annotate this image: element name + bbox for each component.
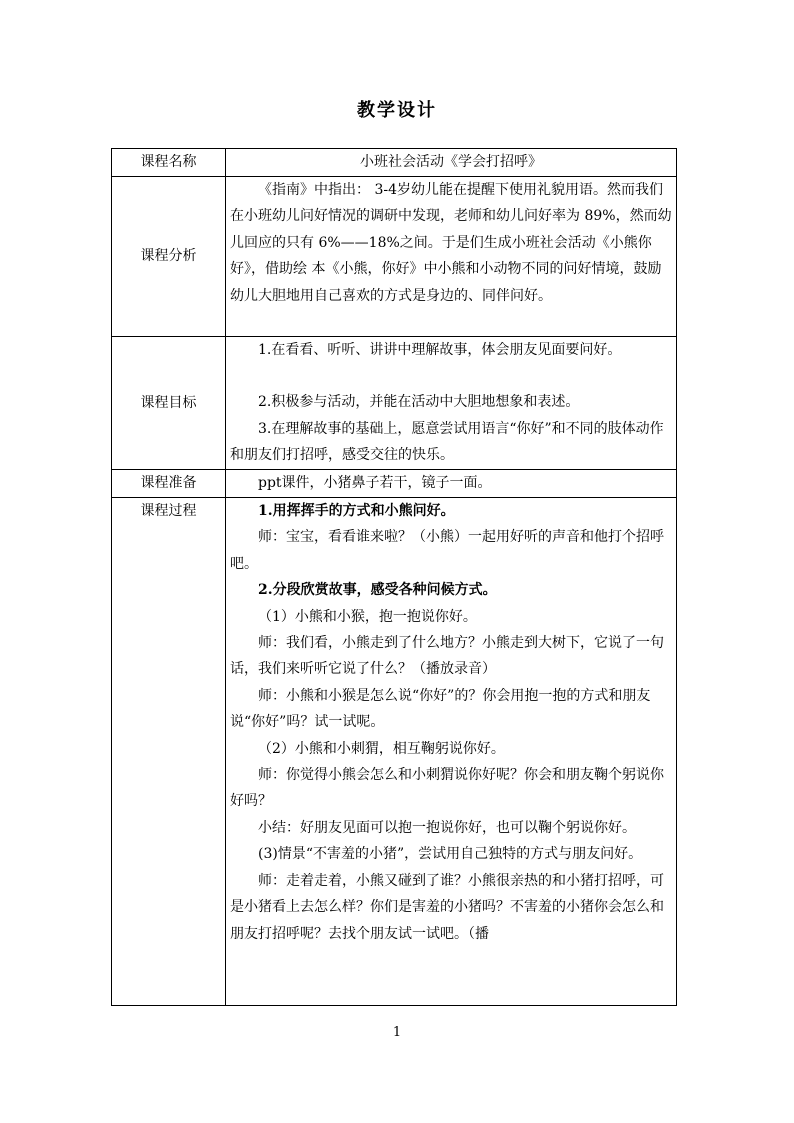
lesson-plan-table [111, 148, 677, 1006]
course-name-value: 小班社会活动《学会打招呼》 [226, 149, 677, 177]
course-name-label: 课程名称 [112, 149, 226, 177]
goals-cell [226, 337, 677, 470]
page-title: 教学设计 [357, 100, 437, 121]
table-row-course-name [112, 149, 677, 177]
process-paragraph: （2）小熊和小刺猬，相互鞠躬说你好。 [258, 740, 505, 757]
preparation-cell [226, 470, 677, 498]
preparation-text: ppt课件，小猪鼻子若干，镜子一面。 [258, 475, 492, 491]
table-row-process [112, 498, 677, 1006]
process-paragraph: 师：你觉得小熊会怎么和小刺猬说你好呢？你会和朋友鞠个躬说你好吗？ [230, 767, 664, 810]
table-row-analysis [112, 177, 677, 337]
process-paragraph: 师：走着走着，小熊又碰到了谁？小熊很亲热的和小猪打招呼，可是小猪看上去怎么样？你们是害羞的小猪吗？不害羞的小猪你会怎么和朋友打招呼呢？去找个朋友试一试吧。（播 [230, 872, 664, 942]
analysis-text: 《指南》中指出： 3-4岁幼儿能在提醒下使用礼貌用语。然而我们在小班幼儿问好情况的调研中发现，老师和幼儿问好率为 89%，然而幼儿回应的只有 6%——18%之间。于是们生成小班社会活动《小熊你好》，借助绘 本《小熊，你好》中小熊和小动物不同的问好情境，鼓励幼儿大胆地用自己喜欢的方式是身边的、同伴问好。 [230, 182, 672, 304]
table-row-preparation [112, 470, 677, 498]
goal-item: 2.积极参与活动，并能在活动中大胆地想象和表述。 [258, 394, 580, 411]
preparation-label: 课程准备 [112, 470, 226, 498]
process-paragraph: (3)情景“不害羞的小猪”，尝试用自己独特的方式与朋友问好。 [258, 846, 643, 863]
spacer [230, 363, 672, 389]
table-row-goals [112, 337, 677, 470]
goal-item: 1.在看看、听听、讲讲中理解故事，体会朋友见面要问好。 [258, 342, 622, 358]
process-paragraph: 师：宝宝，看看谁来啦？（小熊）一起用好听的声音和他打个招呼吧。 [230, 529, 664, 572]
process-label: 课程过程 [112, 498, 226, 1006]
goals-label: 课程目标 [112, 337, 226, 470]
process-paragraph: 师：小熊和小猴是怎么说“你好”的？你会用抱一抱的方式和朋友说“你好”吗？试一试呢。 [230, 687, 651, 731]
process-step-heading: 2.分段欣赏故事，感受各种问候方式。 [258, 582, 497, 599]
analysis-label: 课程分析 [112, 177, 226, 337]
goal-item: 3.在理解故事的基础上，愿意尝试用语言“你好”和不同的肢体动作和朋友们打招呼，感受交往的快乐。 [230, 420, 664, 464]
process-paragraph: （1）小熊和小猴，抱一抱说你好。 [258, 608, 477, 625]
page-number: 1 [392, 1025, 402, 1040]
process-paragraph: 小结：好朋友见面可以抱一抱说你好，也可以鞠个躬说你好。 [258, 819, 636, 836]
process-cell [226, 498, 677, 1006]
process-step-heading: 1.用挥挥手的方式和小熊问好。 [258, 503, 455, 519]
analysis-cell [226, 177, 677, 337]
process-paragraph: 师：我们看，小熊走到了什么地方？小熊走到大树下，它说了一句话，我们来听听它说了什么？（播放录音） [230, 635, 664, 678]
